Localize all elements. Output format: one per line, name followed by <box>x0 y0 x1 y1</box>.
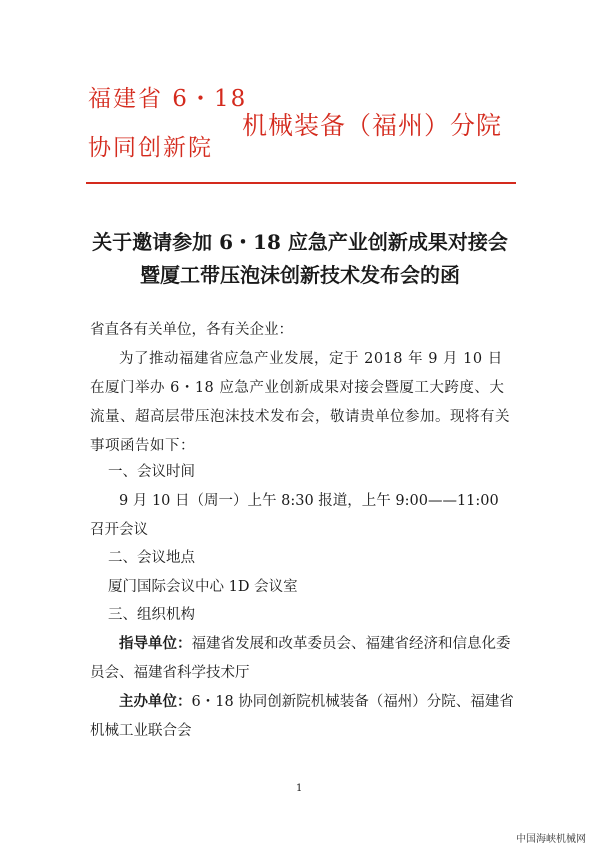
letterhead-org-right: 机械装备（福州）分院 <box>242 111 503 140</box>
host-unit-label: 主办单位： <box>119 694 192 710</box>
host-unit-paragraph <box>90 688 515 746</box>
host-unit-text: 6・18 协同创新院机械装备（福州）分院、福建省机械工业联合会 <box>90 694 514 739</box>
section1-text: 9 月 10 日（周一）上午 8:30 报道，上午 9:00——11:00 召开会议 <box>90 493 499 538</box>
page-number: 1 <box>296 783 303 794</box>
letterhead-org-line1: 福建省 6・18 <box>88 86 248 112</box>
intro-paragraph: 为了推动福建省应急产业发展，定于 2018 年 9 月 10 日在厦门举办 6・18 应急产业创新成果对接会暨厦工大跨度、大流量、超高层带压泡沫技术发布会，敬请贵单位参加。现将有关事项函告如下： <box>90 351 510 454</box>
section1-heading: 一、会议时间 <box>108 464 195 480</box>
document-title-line2: 暨厦工带压泡沫创新技术发布会的函 <box>140 263 460 287</box>
section2-heading: 二、会议地点 <box>108 550 195 566</box>
guide-unit-label: 指导单位： <box>119 636 192 652</box>
letterhead-org-line2: 协同创新院 <box>88 135 213 161</box>
section3-heading: 三、组织机构 <box>108 607 195 623</box>
salutation: 省直各有关单位，各有关企业： <box>90 322 293 338</box>
guide-unit-paragraph <box>90 630 515 688</box>
document-title-line1: 关于邀请参加 6・18 应急产业创新成果对接会 <box>92 230 508 254</box>
guide-unit-text: 福建省发展和改革委员会、福建省经济和信息化委员会、福建省科学技术厅 <box>90 636 511 681</box>
letterhead-divider <box>86 182 516 184</box>
watermark: 中国海峡机械网 <box>516 834 586 845</box>
section2-text: 厦门国际会议中心 1D 会议室 <box>108 579 298 595</box>
